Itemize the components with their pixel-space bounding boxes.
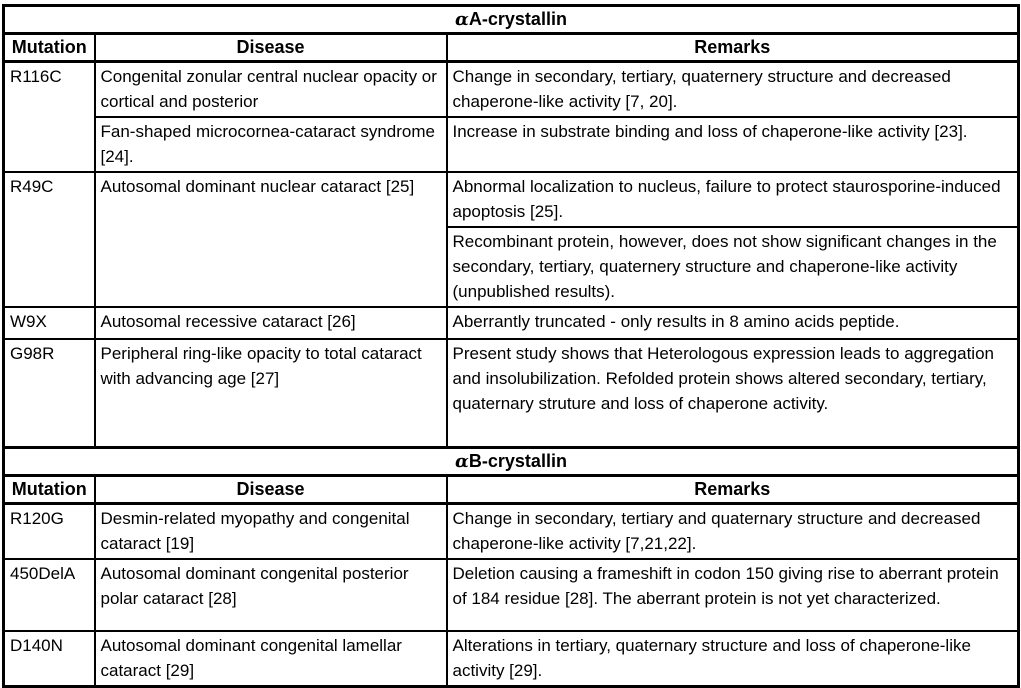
remarks-cell-450DelA: Deletion causing a frameshift in codon 150 giving rise to aberrant protein of 184 residue [28]. The aberrant protein is not yet characterized. [447,559,1019,631]
disease-cell-W9X: Autosomal recessive cataract [26] [95,307,447,339]
disease-cell-R49C: Autosomal dominant nuclear cataract [25] [95,172,447,307]
remarks-cell-W9X: Aberrantly truncated - only results in 8 amino acids peptide. [447,307,1019,339]
disease-cell-D140N: Autosomal dominant congenital lamellar cataract [29] [95,631,447,687]
row-G98R [4,339,1019,447]
row-R120G [4,503,1019,559]
disease-cell-R120G: Desmin-related myopathy and congenital cataract [19] [95,503,447,559]
section-row-aB [4,447,1019,475]
alpha-symbol: α [455,450,469,472]
col-header-disease-aB: Disease [95,475,447,503]
col-header-remarks-aB: Remarks [447,475,1019,503]
mutation-cell-R120G: R120G [4,503,95,559]
mutation-cell-W9X: W9X [4,307,95,339]
remarks-cell-R116C-1: Change in secondary, tertiary, quaternery structure and decreased chaperone-like activity [7, 20]. [447,62,1019,118]
disease-cell-450DelA: Autosomal dominant congenital posterior polar cataract [28] [95,559,447,631]
row-450DelA [4,559,1019,631]
section-row-aA [4,6,1019,34]
section-title-aB-text: B-crystallin [468,450,567,471]
remarks-cell-R120G: Change in secondary, tertiary and quaternary structure and decreased chaperone-like activity [7,21,22]. [447,503,1019,559]
disease-cell-R116C-2: Fan-shaped microcornea-cataract syndrome [24]. [95,117,447,172]
remarks-cell-R49C-1: Abnormal localization to nucleus, failure to protect staurosporine-induced apoptosis [25]. [447,172,1019,227]
col-header-mutation-aB: Mutation [4,475,95,503]
crystallin-mutation-table [2,4,1020,688]
col-header-remarks-aA: Remarks [447,34,1019,62]
disease-cell-G98R: Peripheral ring-like opacity to total cataract with advancing age [27] [95,339,447,447]
row-W9X [4,307,1019,339]
mutation-cell-R116C: R116C [4,62,95,173]
row-D140N [4,631,1019,687]
remarks-cell-G98R: Present study shows that Heterologous expression leads to aggregation and insolubilization. Refolded protein shows altered secondary, tertiary, quaternary struture and loss of chaperone activity. [447,339,1019,447]
alpha-symbol: α [455,9,469,30]
mutation-cell-G98R: G98R [4,339,95,447]
row-R49C-1 [4,172,1019,227]
remarks-cell-R116C-2: Increase in substrate binding and loss of chaperone-like activity [23]. [447,117,1019,172]
section-title-aA [4,6,1019,34]
section-title-aB [4,447,1019,475]
row-R116C-1 [4,62,1019,118]
remarks-cell-D140N: Alterations in tertiary, quaternary structure and loss of chaperone-like activity [29]. [447,631,1019,687]
column-header-row-aA [4,34,1019,62]
mutation-cell-R49C: R49C [4,172,95,307]
row-R116C-2 [4,117,1019,172]
col-header-mutation-aA: Mutation [4,34,95,62]
column-header-row-aB [4,475,1019,503]
section-title-aA-text: A-crystallin [468,9,567,29]
remarks-cell-R49C-2: Recombinant protein, however, does not show significant changes in the secondary, tertiary, quaternery structure and chaperone-like activity (unpublished results). [447,227,1019,307]
disease-cell-R116C-1: Congenital zonular central nuclear opacity or cortical and posterior [95,62,447,118]
col-header-disease-aA: Disease [95,34,447,62]
mutation-cell-450DelA: 450DelA [4,559,95,631]
mutation-cell-D140N: D140N [4,631,95,687]
